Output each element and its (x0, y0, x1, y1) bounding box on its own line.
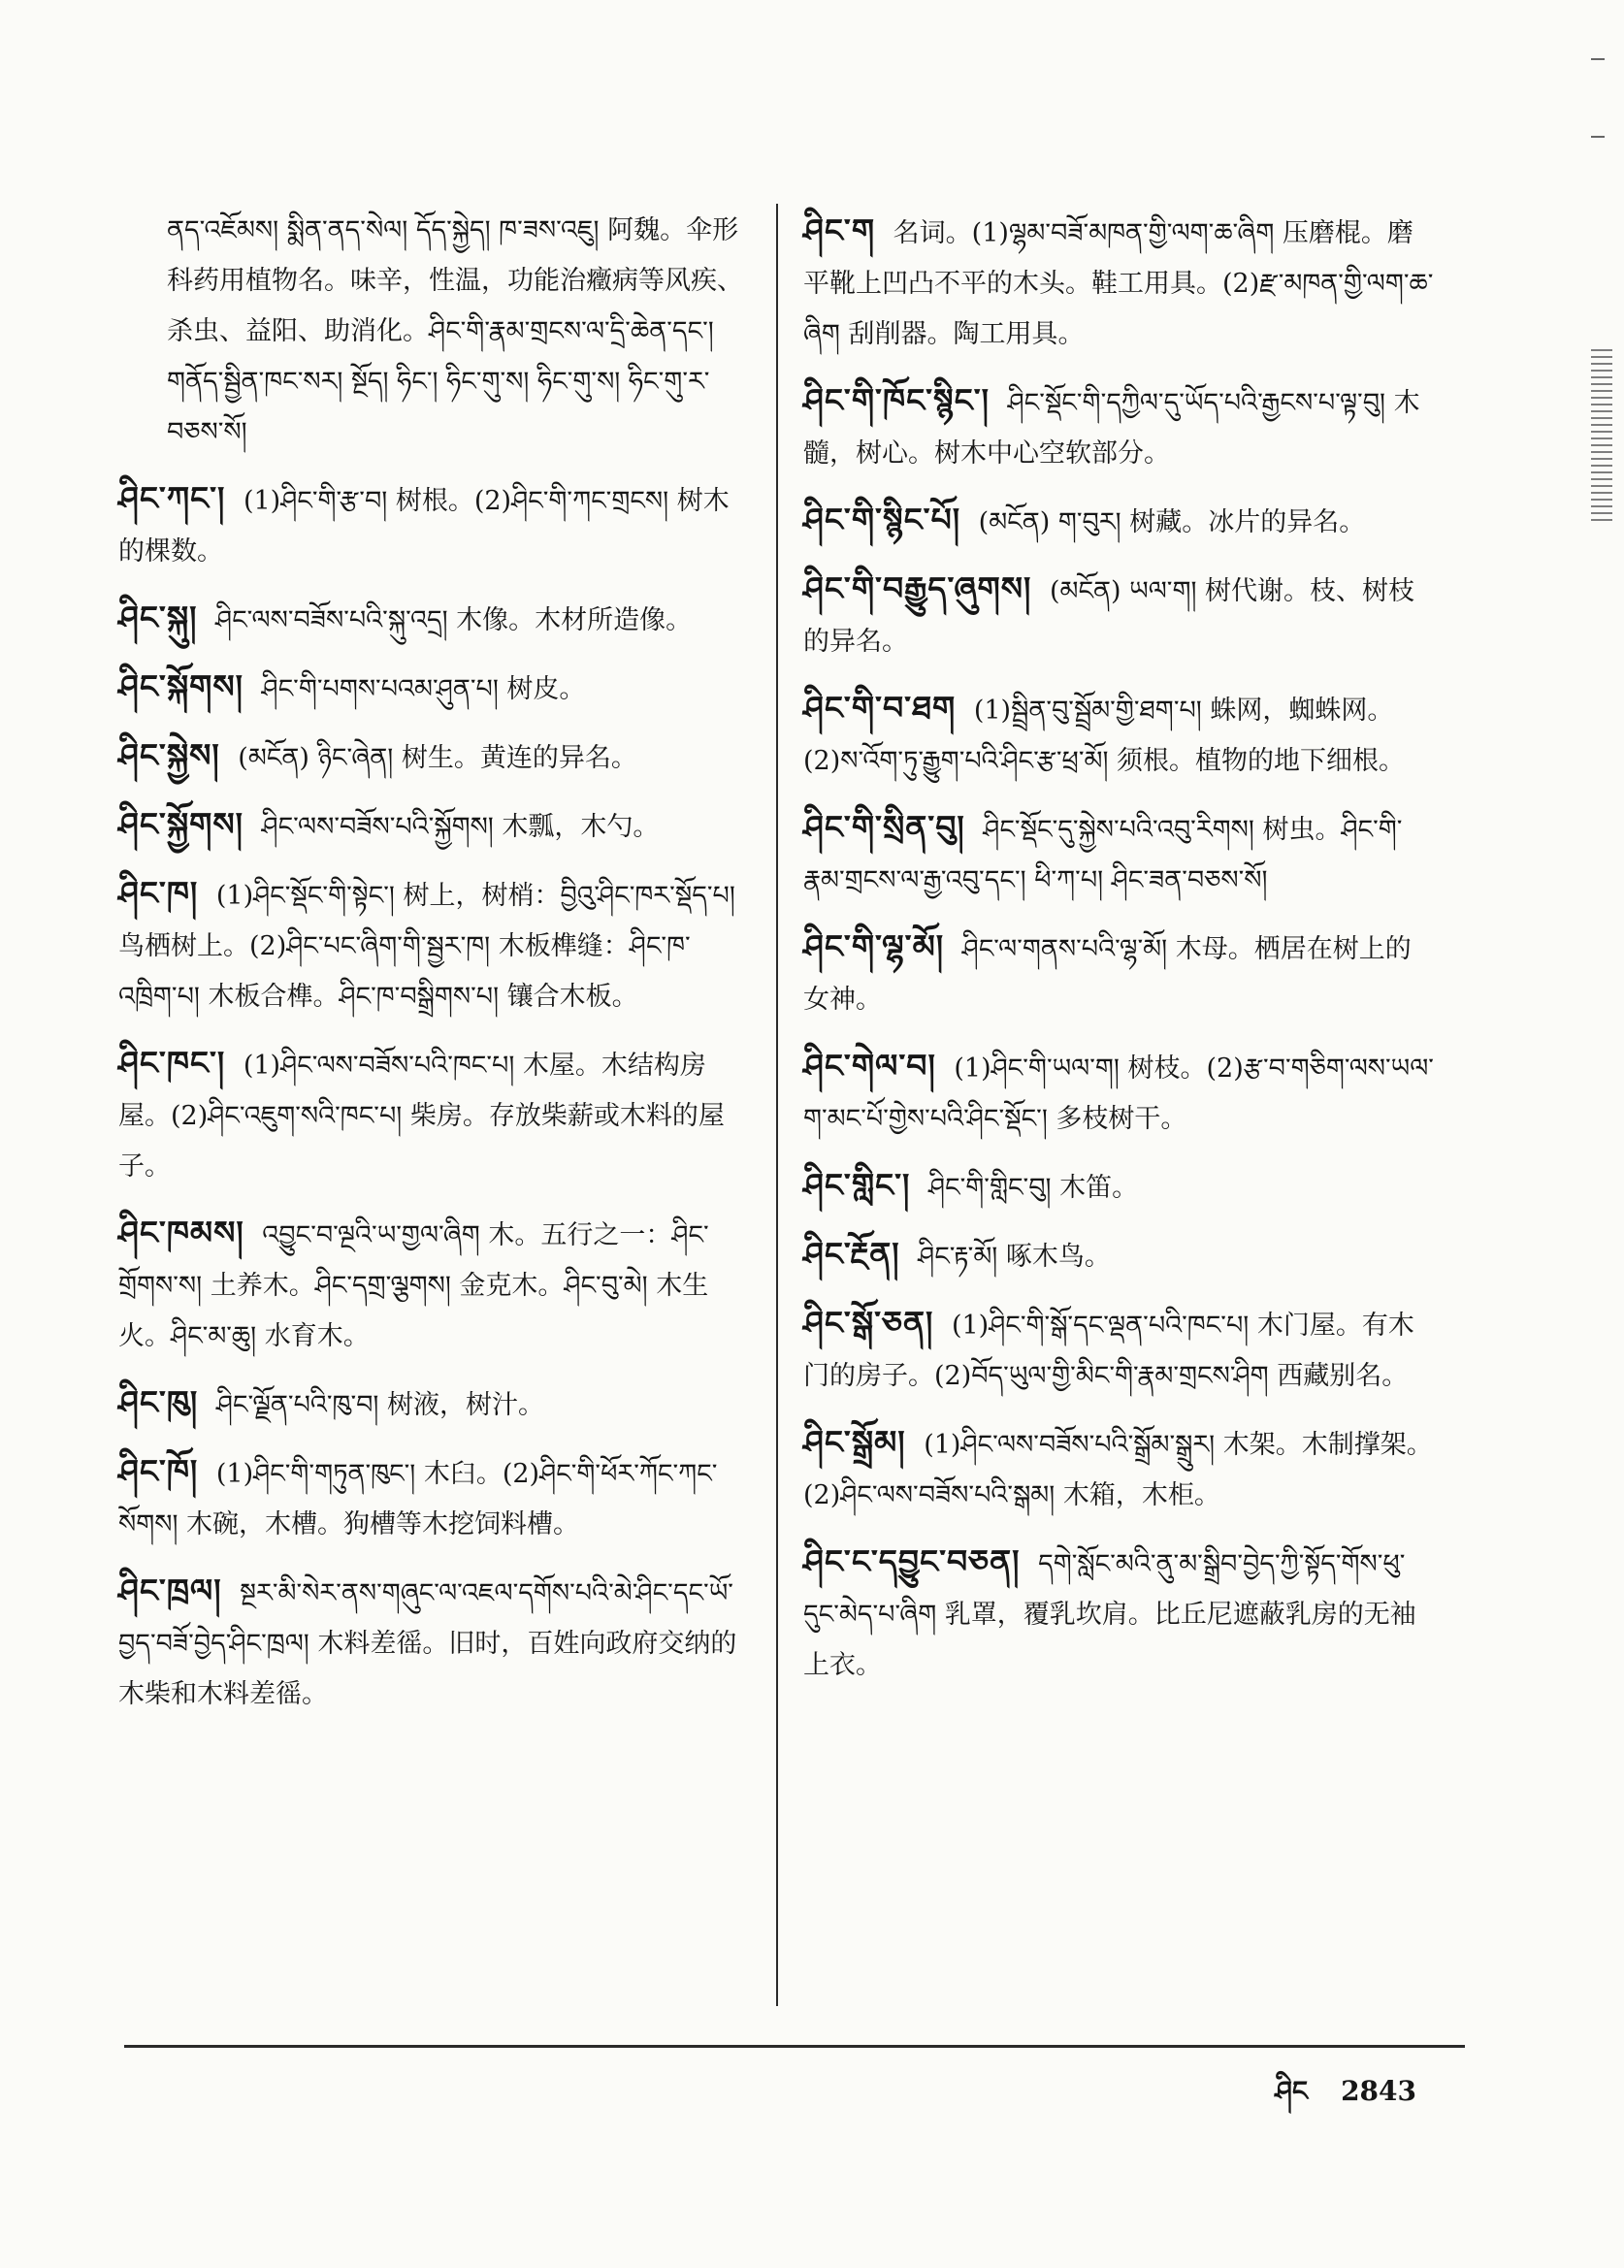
entry-definition: ཤིང་རྟ་མོ། 啄木鸟。 (918, 1242, 1111, 1272)
entry-definition: (མངོན) ག་བུར། 树藏。冰片的异名。 (978, 507, 1366, 537)
dictionary-entry (118, 868, 747, 1022)
entry-headword: ཤིང་ཁམས། (118, 1214, 244, 1251)
entry-definition: (མངོན) ཉིང་ཞེན། 树生。黄连的异名。 (238, 743, 637, 773)
footer-rule (124, 2045, 1465, 2048)
entry-definition: (1)སྦྲིན་བུ་སྦྲོམ་གྱི་ཐག་པ། 蛛网，蜘蛛网。(2)ས་འོག་ཏུ་རྒྱུག་པའི་ཤིང་རྩ་ཕྲ་མོ། 须根。植物的地下细根。 (803, 696, 1406, 776)
entry-definition: ཤིང་ལྗོན་པའི་ཁུ་བ། 树液，树汁。 (215, 1390, 545, 1420)
continued-entry: ནད་འཇོམས། སྨིན་ནད་སེལ། དོད་སྐྱེད། ཁ་ཟས་འཇུ། 阿魏。伞形科药用植物名。味辛，性温，功能治癥病等风疾、杀虫、益阳、助消化。ཤིང་གི་རྣམ་གྲངས་ལ་དྲི་ཆེན་དང་། གནོད་སྦྱིན་ཁང་སར། སྔོད། ཧིང་། ཧིང་གུ་ས། ཧིང་གུ་ས། ཧིང་གུ་ར་བཅས་སོ། (167, 215, 743, 447)
dictionary-entry (118, 1377, 747, 1431)
entry-definition: 名词。(1)ལྷམ་བཟོ་མཁན་གྱི་ལག་ཆ་ཞིག 压磨棍。磨平靴上凹凸不平的木头。鞋工用具。(2)རྫ་མཁན་གྱི་ལག་ཆ་ཞིག 刮削器。陶工用具。 (803, 218, 1434, 349)
dictionary-entry (803, 802, 1436, 906)
entry-definition: འབྱུང་བ་ལྔའི་ཡ་གྱལ་ཞིག 木。五行之一：ཤིང་གྲོགས་ས། 土养木。ཤིང་དགྲ་ལྕགས། 金克木。ཤིང་བུ་མེ། 木生火。ཤིང་མ་ཆུ། 水育木。 (118, 1220, 709, 1351)
entry-headword: ཤིང་སྐོགས། (118, 667, 244, 705)
entry-definition: (མངོན) ཡལ་ག། 树代谢。枝、树枝的异名。 (803, 576, 1415, 657)
left-column (118, 206, 747, 1735)
dictionary-entry (118, 593, 747, 646)
dictionary-entry (118, 473, 747, 577)
entry-headword: ཤིང་ང་དབྱུང་བཅན། (803, 1542, 1021, 1580)
entry-definition: (1)ཤིང་སྡོང་གི་སྟེང་། 树上，树梢：བྱིའུ་ཤིང་ཁར་སྡོད་པ། 鸟栖树上。(2)ཤིང་པང་ཞིག་གི་སྦྱར་ཁ། 木板榫缝：ཤིང་ཁ་འཁྲིག་པ། 木板合榫。ཤིང་ཁ་བསྒྲིགས་པ། 镶合木板。 (118, 881, 735, 1012)
entry-headword: ཤིང་གི་སྲིན་བུ། (803, 808, 965, 846)
margin-tick (1591, 136, 1605, 138)
dictionary-entry (118, 1566, 747, 1720)
entry-headword: ཤིང་རྔོན། (803, 1235, 900, 1273)
entry-headword: ཤིང་ཁ། (118, 874, 199, 912)
dictionary-entry (118, 662, 747, 715)
dictionary-entry (803, 206, 1436, 360)
dictionary-entry (803, 1041, 1436, 1145)
entry-headword: ཤིང་སྐུ། (118, 599, 198, 636)
column-divider (776, 204, 778, 2006)
entry-headword: ཤིང་གི་བ་ཐག (803, 689, 957, 727)
dictionary-entry (803, 495, 1436, 548)
entry-definition: ཤིང་ལས་བཟོས་པའི་སྐུ་འདྲ། 木像。木材所造像。 (215, 605, 693, 635)
entry-definition: དགེ་སློང་མའི་ནུ་མ་སྒྲིབ་བྱེད་ཀྱི་སྟོད་གོས་ཕུ་དུང་མེད་པ་ཞིག 乳罩，覆乳坎肩。比丘尼遮蔽乳房的无袖上衣。 (803, 1549, 1416, 1680)
entry-definition: (1)ཤིང་གི་སྒོ་དང་ལྡན་པའི་ཁང་པ། 木门屋。有木门的房子。(2)བོད་ཡུལ་གྱི་མིང་གི་རྣམ་གྲངས་ཤིག 西藏别名。 (803, 1311, 1414, 1391)
entry-headword: ཤིང་ཁང་། (118, 1044, 226, 1082)
margin-scan-marks (1591, 349, 1612, 524)
entry-headword: ཤིང་ཁོ། (118, 1452, 199, 1490)
entry-headword: ཤིང་སྐྱོགས། (118, 805, 244, 843)
entry-headword: ཤིང་སྒོ་ཅན། (803, 1304, 934, 1342)
entry-definition: ཤིང་ལ་གནས་པའི་ལྷ་མོ། 木母。栖居在树上的女神。 (803, 934, 1412, 1015)
entry-definition: (1)ཤིང་གི་ཡལ་ག། 树枝。(2)རྩ་བ་གཅིག་ལས་ཡལ་ག་མང་པོ་གྱེས་པའི་ཤིང་སྡོང་། 多枝树干。 (803, 1053, 1434, 1134)
entry-definition: སྔར་མི་སེར་ནས་གཞུང་ལ་འཇལ་དགོས་པའི་མེ་ཤིང་དང་ཡོ་བྱད་བཟོ་བྱེད་ཤིང་ཁྲལ། 木料差徭。旧时，百姓向政府交纳的木柴和木料差徭。 (118, 1578, 737, 1709)
entry-headword: ཤིང་གླིང་། (803, 1166, 911, 1204)
entry-definition: ཤིང་གི་གླིང་བུ། 木笛。 (927, 1173, 1139, 1203)
entry-headword: ཤིང་སྐྱེས། (118, 736, 220, 774)
entry-definition: ཤིང་གི་པགས་པའམ་ཤུན་པ། 树皮。 (261, 674, 586, 704)
entry-headword: ཤིང་གི་ཁོང་སྙིང་། (803, 381, 990, 419)
dictionary-entry (803, 1537, 1436, 1691)
entry-headword: ཤིང་གེལ་བ། (803, 1047, 936, 1085)
dictionary-entry (118, 730, 747, 784)
entry-headword: ཤིང་སྒྲོམ། (803, 1423, 906, 1461)
entry-headword: ཤིང་གི་ལྷ་མོ། (803, 927, 945, 965)
dictionary-entry (803, 1229, 1436, 1282)
dictionary-entry (803, 922, 1436, 1025)
dictionary-entry (803, 375, 1436, 479)
entry-headword: ཤིང་ཀང་། (118, 479, 226, 517)
margin-tick (1591, 58, 1605, 60)
dictionary-entry (118, 1446, 747, 1550)
dictionary-entry (803, 1160, 1436, 1214)
entry-definition: ཤིང་སྡོང་གི་དཀྱིལ་དུ་ཡོད་པའི་རྒྱངས་པ་ལྟ་བུ། 木髓，树心。树木中心空软部分。 (803, 388, 1420, 469)
entry-definition: (1)ཤིང་ལས་བཟོས་པའི་སྒྲོམ་སྒྲུར། 木架。木制撑架。(2)ཤིང་ལས་བཟོས་པའི་སྒམ། 木箱，木柜。 (803, 1430, 1433, 1510)
dictionary-entry (118, 799, 747, 853)
entry-definition: ཤིང་སྡོང་དུ་སྐྱེས་པའི་འབུ་རིགས། 树虫。ཤིང་གི་རྣམ་གྲངས་ལ་རྒྱ་འབུ་དང་། ཕི་ཀ་པ། ཤིང་ཟན་བཅས་སོ། (803, 815, 1403, 895)
page-number: 2843 (1341, 2075, 1416, 2107)
entry-definition: ཤིང་ལས་བཟོས་པའི་སྐྱོགས། 木瓢，木勺。 (261, 812, 660, 842)
entry-headword: ཤིང་གི་སྙིང་པོ། (803, 501, 961, 538)
entry-definition: (1)ཤིང་གི་རྩ་བ། 树根。(2)ཤིང་གི་ཀང་གྲངས། 树木的棵数。 (118, 486, 730, 567)
entry-headword: ཤིང་གི་བརྒྱུད་ཞུགས། (803, 569, 1032, 607)
entry-headword: ཤིང་ག (803, 211, 876, 249)
dictionary-entry (118, 1208, 747, 1362)
dictionary-entry (803, 564, 1436, 667)
dictionary-entry (118, 1038, 747, 1192)
dictionary-entry (803, 683, 1436, 787)
dictionary-entry (803, 1417, 1436, 1521)
running-head: ཤིང (1275, 2075, 1309, 2107)
entry-definition: (1)ཤིང་ལས་བཟོས་པའི་ཁང་པ། 木屋。木结构房屋。(2)ཤིང་འཇུག་སའི་ཁང་པ། 柴房。存放柴薪或木料的屋子。 (118, 1051, 725, 1182)
entry-headword: ཤིང་ཁུ། (118, 1383, 199, 1421)
page-footer (1275, 2060, 1416, 2137)
right-column (803, 206, 1436, 1706)
entry-definition: (1)ཤིང་གི་གཏུན་ཁུང་། 木臼。(2)ཤིང་གི་ཕོར་ཀོང་ཀང་སོགས། 木碗，木槽。狗槽等木挖饲料槽。 (118, 1459, 718, 1539)
entry-headword: ཤིང་ཁྲལ། (118, 1571, 222, 1609)
dictionary-entry (803, 1298, 1436, 1402)
